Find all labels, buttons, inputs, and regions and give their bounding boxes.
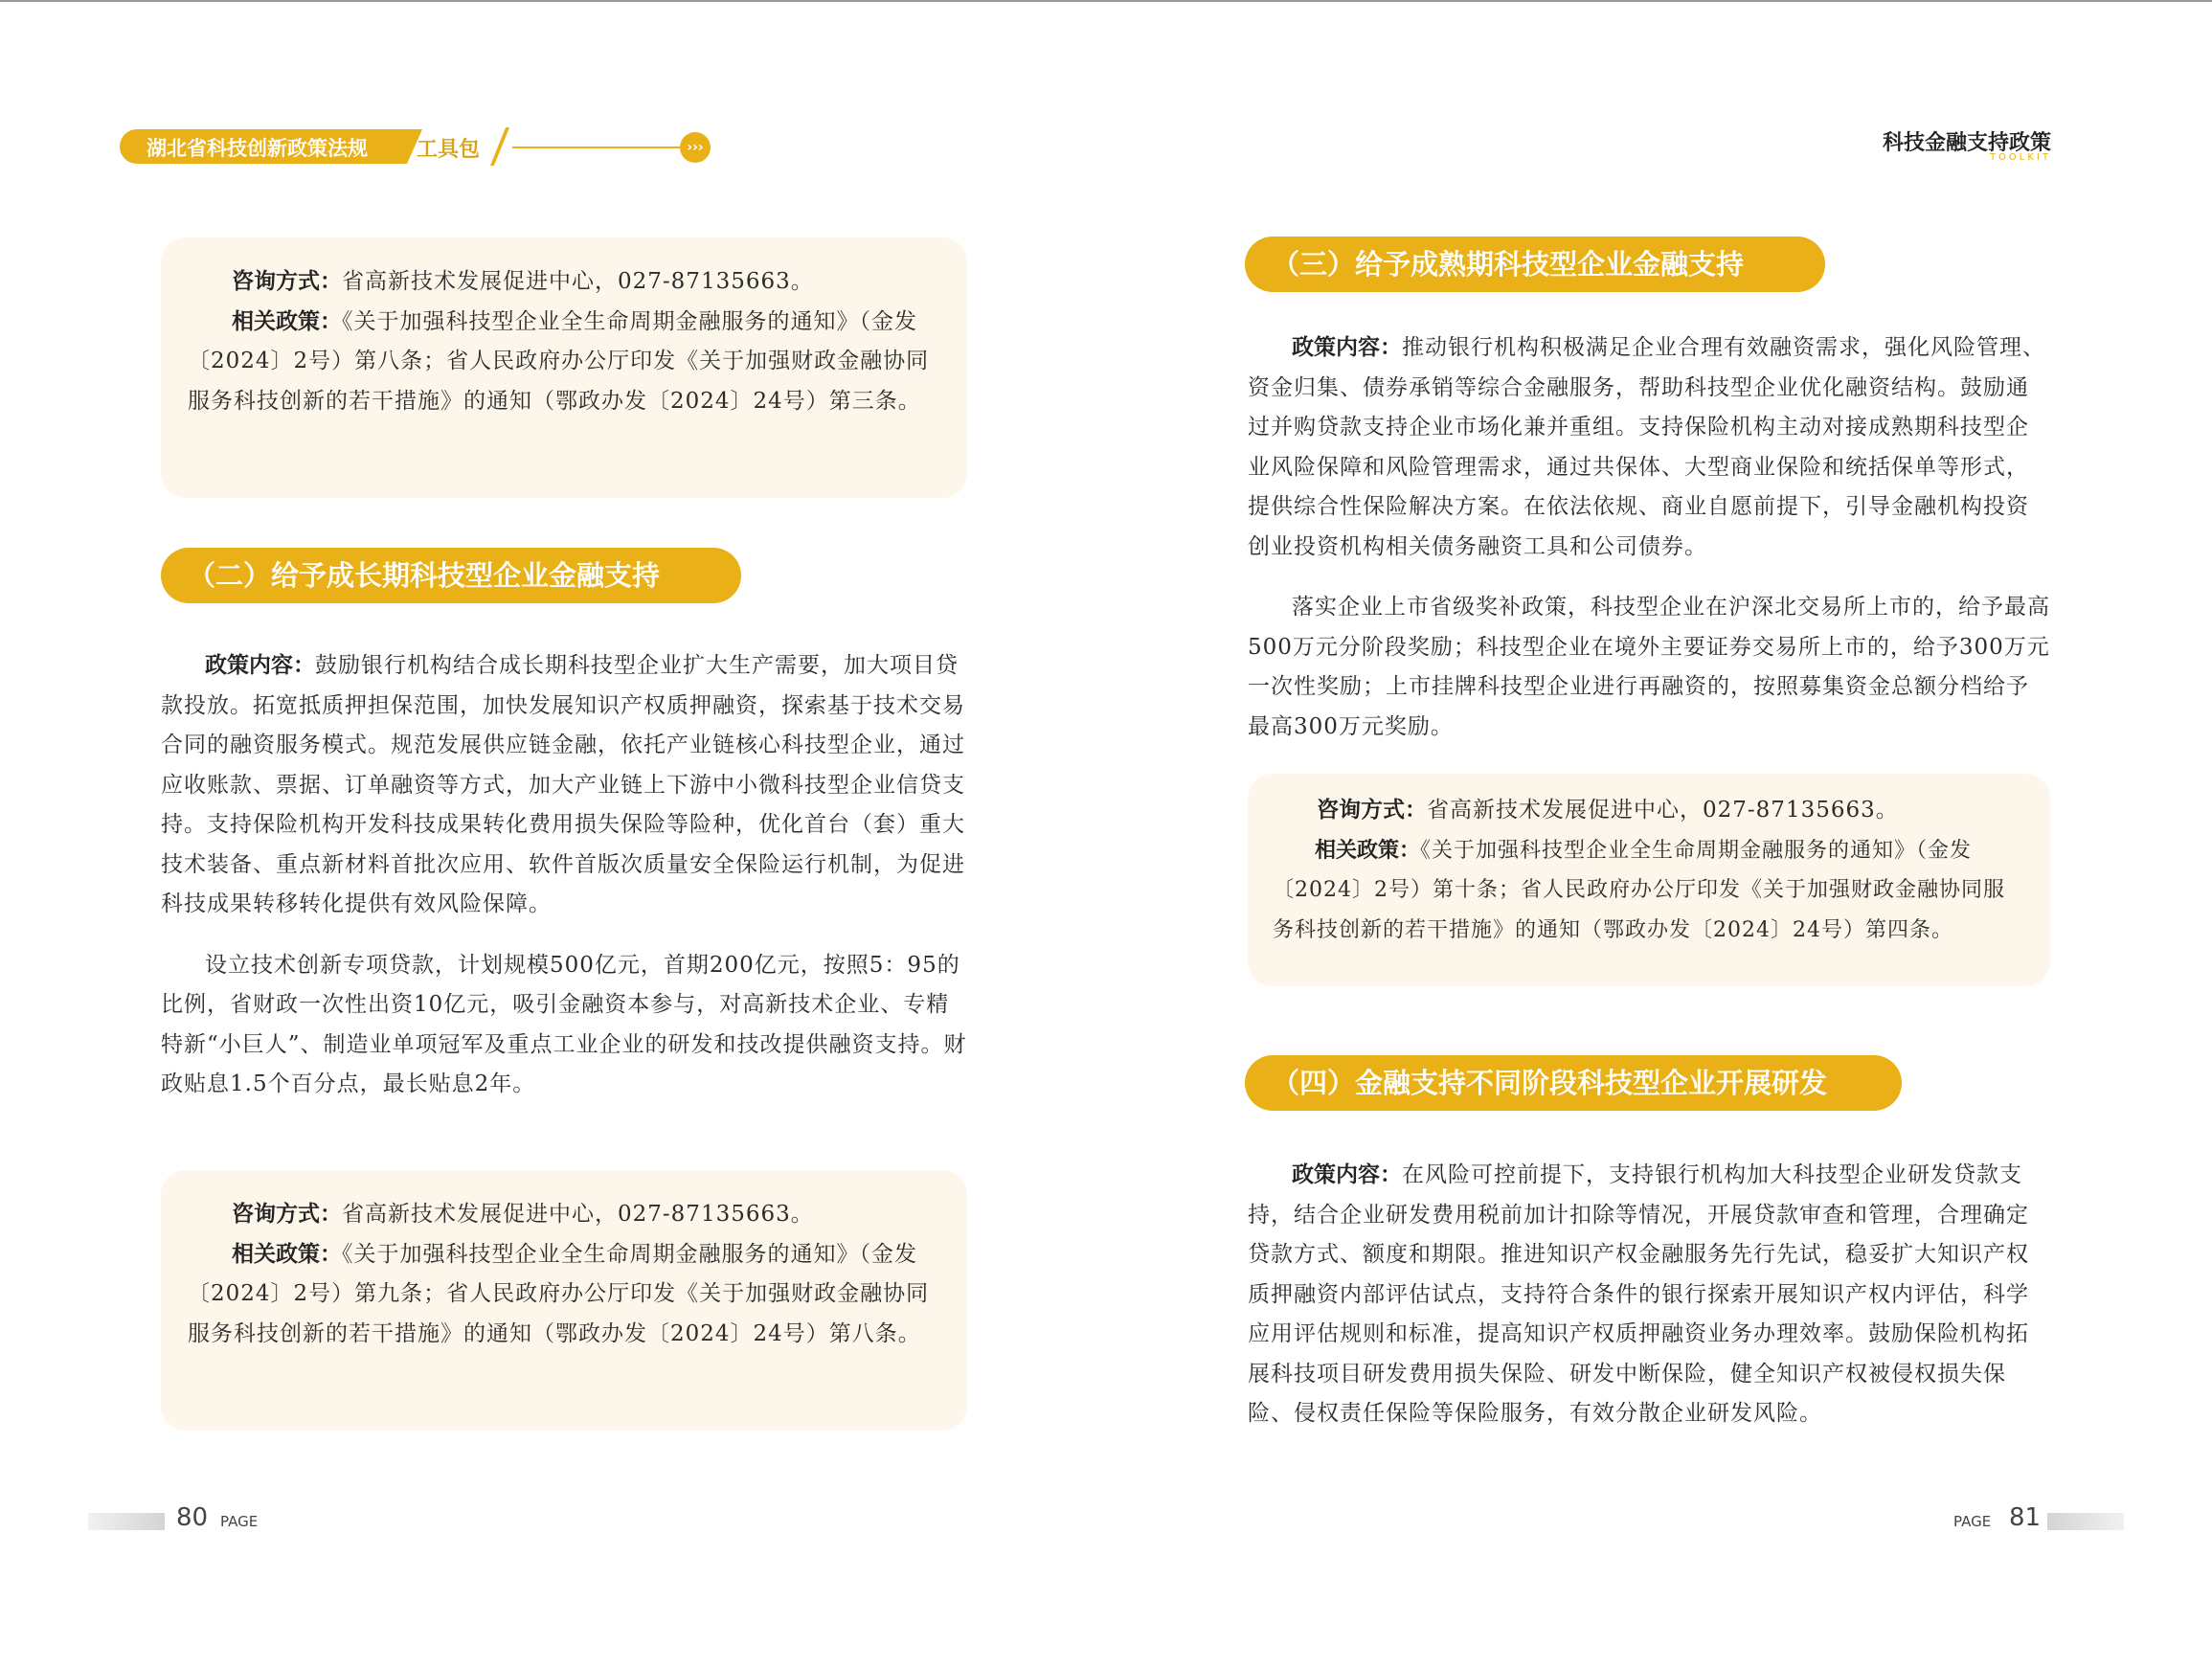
consult-line: 咨询方式：省高新技术发展促进中心，027-87135663。: [232, 1202, 814, 1227]
footer-bar-left: [88, 1513, 165, 1530]
consult-line: 咨询方式：省高新技术发展促进中心，027-87135663。: [1317, 798, 1899, 823]
section-heading-2: （二）给予成长期科技型企业金融支持: [161, 548, 741, 603]
consult-box-2: [161, 1170, 967, 1431]
book-title-band: [120, 129, 407, 164]
header-slash: [490, 127, 509, 166]
section-3-para-2: 落实企业上市省级奖补政策，科技型企业在沪深北交易所上市的，给予最高500万元分阶段奖励；科技型企业在境外主要证券交易所上市的，给予300万元一次性奖励；上市挂牌科技型企业进行再融资的，按照募集资金总额分档给予最高300万元奖励。: [1248, 595, 2050, 739]
section-heading-3: （三）给予成熟期科技型企业金融支持: [1245, 237, 1825, 292]
header-line: [512, 147, 685, 148]
consult-box-1: [161, 237, 967, 498]
section-2-para-1: 政策内容：鼓励银行机构结合成长期科技型企业扩大生产需要，加大项目贷款投放。拓宽抵质押担保范围，加快发展知识产权质押融资，探索基于技术交易合同的融资服务模式。规范发展供应链金融，依托产业链核心科技型企业，通过应收账款、票据、订单融资等方式，加大产业链上下游中小微科技型企业信贷支持。支持保险机构开发科技成果转化费用损失保险等险种，优化首台（套）重大技术装备、重点新材料首批次应用、软件首版次质量安全保险运行机制，为促进科技成果转移转化提供有效风险保障。: [161, 653, 965, 916]
top-rule: [0, 0, 2212, 2]
section-3-para-1: 政策内容：推动银行机构积极满足企业合理有效融资需求，强化风险管理、资金归集、债券承销等综合金融服务，帮助科技型企业优化融资结构。鼓励通过并购贷款支持企业市场化兼并重组。支持保险机构主动对接成熟期科技型企业风险保障和风险管理需求，通过共保体、大型商业保险和统括保单等形式，提供综合性保险解决方案。在依法依规、商业自愿前提下，引导金融机构投资创业投资机构相关债务融资工具和公司债券。: [1248, 335, 2045, 559]
consult-box-3: [1248, 774, 2050, 986]
section-3-body: [1248, 328, 2050, 768]
page-label-left: PAGE: [220, 1513, 259, 1530]
book-subtitle: 工具包: [417, 138, 481, 162]
policy-line: 相关政策：《关于加强科技型企业全生命周期金融服务的通知》（金发〔2024〕2号）第十条；省人民政府办公厅印发《关于加强财政金融协同服务科技创新的若干措施》的通知（鄂政办发〔2024〕24号）第四条。: [1273, 838, 2005, 942]
section-4-body: [1248, 1156, 2050, 1455]
policy-line: 相关政策：《关于加强科技型企业全生命周期金融服务的通知》（金发〔2024〕2号）第九条；省人民政府办公厅印发《关于加强财政金融协同服务科技创新的若干措施》的通知（鄂政办发〔2024〕24号）第八条。: [188, 1241, 930, 1346]
page-label-right: PAGE: [1953, 1513, 1992, 1530]
book-title: 湖北省科技创新政策法规: [147, 137, 368, 160]
chevron-right-icon: ›››: [680, 132, 711, 163]
chapter-subtitle: TOOLKIT: [1989, 152, 2051, 163]
section-4-para-1: 政策内容：在风险可控前提下，支持银行机构加大科技型企业研发贷款支持，结合企业研发费用税前加计扣除等情况，开展贷款审查和管理，合理确定贷款方式、额度和期限。推进知识产权金融服务先行先试，稳妥扩大知识产权质押融资内部评估试点，支持符合条件的银行探索开展知识产权内评估，科学应用评估规则和标准，提高知识产权质押融资业务办理效率。鼓励保险机构拓展科技项目研发费用损失保险、研发中断保险，健全知识产权被侵权损失保险、侵权责任保险等保险服务，有效分散企业研发风险。: [1248, 1162, 2029, 1426]
section-heading-4: （四）金融支持不同阶段科技型企业开展研发: [1245, 1055, 1902, 1111]
footer-bar-right: [2047, 1513, 2124, 1530]
page-number-left: 80: [176, 1503, 209, 1532]
policy-line: 相关政策：《关于加强科技型企业全生命周期金融服务的通知》（金发〔2024〕2号）第八条；省人民政府办公厅印发《关于加强财政金融协同服务科技创新的若干措施》的通知（鄂政办发〔2024〕24号）第三条。: [188, 308, 930, 414]
chapter-title: 科技金融支持政策: [1882, 131, 2051, 155]
section-2-para-2: 设立技术创新专项贷款，计划规模500亿元，首期200亿元，按照5：95的比例，省财政一次性出资10亿元，吸引金融资本参与，对高新技术企业、专精特新“小巨人”、制造业单项冠军及重点工业企业的研发和技改提供融资支持。财政贴息1.5个百分点，最长贴息2年。: [161, 952, 967, 1096]
page-number-right: 81: [2009, 1503, 2042, 1532]
section-2-body: [161, 646, 967, 1126]
chapter-header: [1883, 126, 2051, 163]
consult-line: 咨询方式：省高新技术发展促进中心，027-87135663。: [232, 269, 814, 294]
